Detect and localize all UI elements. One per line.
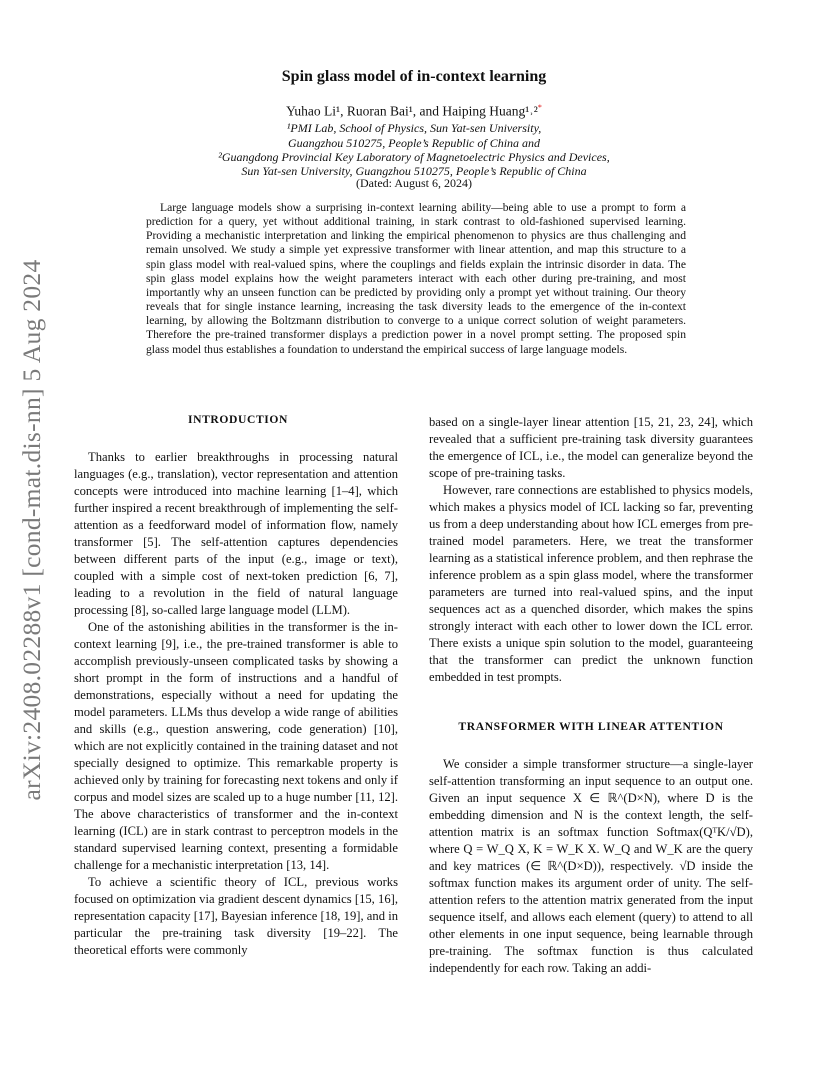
paragraph: We consider a simple transformer structure—a single-layer self-attention transforming an input sequence to an output one. Given an input sequence X ∈ ℝ^(D×N), where D is the embedding dimension and N is the context length, the self-attention matrix is an softmax function Softmax(QᵀK/√D), where Q = W_Q X, K = W_K X. W_Q and W_K are the query and key matrices (∈ ℝ^(D×D)), respectively. √D inside the softmax function makes its argument order of unity. The self-attention refers to the attention matrix generated from the input sequence itself, and allows each element (query) to attend to all other elements in one input sequence, being learnable through pre-training. The softmax function is thus calculated independently for each row. Taking an addi- <box>429 757 753 975</box>
corresponding-author-mark[interactable]: * <box>537 103 542 112</box>
author-list <box>0 103 828 120</box>
section-heading-transformer: TRANSFORMER WITH LINEAR ATTENTION <box>458 720 724 733</box>
arxiv-sidebar <box>10 230 54 830</box>
abstract: Large language models show a surprising in-context learning ability—being able to use a prompt to form a prediction for a query, yet without additional training, in stark contrast to old-fashioned supervised learning. Providing a mechanistic interpretation and linking the empirical phenomenon to physics are thus challenging and remain unsolved. We study a simple yet expressive transformer with linear attention, and map this structure to a spin glass model with real-valued spins, where the couplings and fields explain the intrinsic disorder in data. The spin glass model explains how the weight parameters interact with each other during pre-training, and most importantly why an unseen function can be predicted by providing only a prompt yet without training. Our theory reveals that for single instance learning, increasing the task diversity leads to the emergence of the in-context learning, by allowing the Boltzmann distribution to converge to a unique correct solution of weight parameters. Therefore the pre-trained transformer displays a prediction power in a novel prompt setting. The proposed spin glass model thus establishes a foundation to understand the empirical success of large language models. <box>146 201 686 356</box>
right-column-bottom <box>429 756 753 977</box>
section-heading-introduction: INTRODUCTION <box>188 413 288 426</box>
affiliation-line: Guangzhou 510275, People’s Republic of China and <box>287 136 541 150</box>
authors-text: Yuhao Li¹, Ruoran Bai¹, and Haiping Huang¹˒² <box>286 103 538 119</box>
affiliation-line: ²Guangdong Provincial Key Laboratory of Magnetoelectric Physics and Devices, <box>218 150 610 164</box>
affiliation-line: ¹PMI Lab, School of Physics, Sun Yat-sen University, <box>286 121 542 135</box>
paragraph: Thanks to earlier breakthroughs in processing natural languages (e.g., translation), vector representation and attention concepts were introduced into machine learning [1–4], which further inspired a recent breakthrough of implementing the self-attention as a feedforward model of information flow, namely transformer [5]. The self-attention captures dependencies between different parts of the input (e.g., image or text), coupled with a simple cost of next-token prediction [6, 7], leading to a revolution in the field of natural language processing [8], so-called large language model (LLM). <box>74 450 398 617</box>
right-column-top <box>429 414 753 686</box>
date-line: (Dated: August 6, 2024) <box>356 176 472 190</box>
arxiv-identifier: arXiv:2408.02288v1 [cond-mat.dis-nn] 5 Aug 2024 <box>17 259 46 801</box>
left-column <box>74 449 398 959</box>
affiliation-line: Sun Yat-sen University, Guangzhou 510275, People’s Republic of China <box>241 164 587 178</box>
paragraph: To achieve a scientific theory of ICL, previous works focused on optimization via gradient descent dynamics [15, 16], representation capacity [17], Bayesian inference [18, 19], and in particular the pre-training task diversity [19–22]. The theoretical efforts were commonly <box>74 875 398 957</box>
paragraph: based on a single-layer linear attention [15, 21, 23, 24], which revealed that a sufficient pre-training task diversity guarantees the emergence of ICL, i.e., the model can generalize beyond the scope of pre-training tasks. <box>429 415 753 480</box>
paragraph: However, rare connections are established to physics models, which makes a physics model of ICL lacking so far, preventing us from a deep understanding about how ICL emerges from pre-trained model parameters. Here, we treat the transformer learning as a statistical inference problem, and then rephrase the inference problem as a spin glass model, where the transformer parameters are turned into real-valued spins, and the input sequences act as a quenched disorder, which makes the spins strongly interact with each other to lower down the ICL error. There exists a unique spin solution to the model, guaranteeing that the transformer can predict the unknown function embedded in test prompts. <box>429 483 753 684</box>
paragraph: One of the astonishing abilities in the transformer is the in-context learning [9], i.e., the pre-trained transformer is able to accomplish previously-unseen complicated tasks by showing a short prompt in the form of instructions and a handful of demonstrations, especially without a need for updating the model parameters. LLMs thus develop a wide range of abilities and skills (e.g., question answering, code generation) [10], which are not explicitly contained in the training dataset and not specially designed to optimize. This remarkable property is achieved only by training for forecasting next tokens and only if corpus and model sizes are scaled up to a huge number [11, 12]. The above characteristics of transformer and the in-context learning (ICL) are in stark contrast to perceptron models in the standard supervised learning context, presenting a formidable challenge for a mechanistic interpretation [13, 14]. <box>74 620 398 872</box>
paper-title: Spin glass model of in-context learning <box>281 68 547 85</box>
